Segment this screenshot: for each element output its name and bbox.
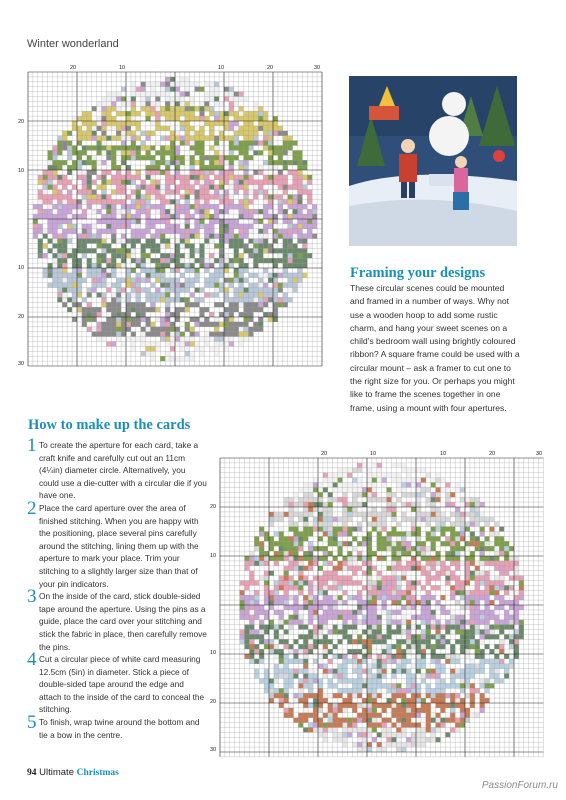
chart-2-svg: [210, 448, 546, 762]
magazine-name: Ultimate: [39, 767, 74, 778]
chart2-left-label: 20: [210, 504, 217, 510]
step-number: 3: [27, 586, 37, 608]
step-text: On the inside of the card, stick double-sided tape around the aperture. Using the pins as a guide, place the card over your stitching and stick the fabric in place, then carefully remove the pins.: [39, 591, 207, 652]
howto-heading: How to make up the cards: [28, 417, 191, 433]
cross-stitch-chart-2: [210, 448, 546, 762]
chart1-top-label: 20: [267, 65, 274, 71]
step-text: Place the card aperture over the area of finished stitching. When you are happy with the positioning, place several pins carefully around the stitching, lining them up with the aperture to mark your place. Trim your stitching to a slightly larger size than that of your pin indicators.: [39, 502, 199, 589]
howto-step: [27, 586, 207, 653]
magazine-brand: Christmas: [76, 768, 119, 778]
step-number: 1: [27, 435, 37, 456]
chart1-left-label: 20: [18, 119, 25, 125]
step-text: To create the aperture for each card, take a craft knife and carefully cut out an 11cm (4¼in) diameter circle. Alternatively, you could use a die-cutter with a circular die if you have one.: [39, 440, 207, 501]
framing-heading: Framing your designs: [350, 265, 486, 281]
chart1-top-label: 20: [70, 65, 77, 71]
page-footer: [27, 767, 119, 778]
step-text: Cut a circular piece of white card measuring 12.5cm (5in) in diameter. Stick a piece of double-sided tape around the edge and attach to the inside of the card to conceal the stitching.: [39, 654, 205, 715]
chart2-top-label: 30: [536, 451, 543, 457]
watermark: PassionForum.ru: [481, 780, 558, 791]
chart2-left-label: 10: [210, 650, 217, 656]
chart2-top-label: 10: [370, 451, 377, 457]
chart1-top-label: 10: [119, 65, 126, 71]
howto-steps: [27, 435, 207, 741]
howto-step: [27, 649, 207, 716]
chart2-top-label: 10: [440, 451, 447, 457]
chart1-top-label: 30: [314, 65, 321, 71]
chart1-top-label: 10: [218, 65, 225, 71]
step-number: 5: [27, 712, 37, 734]
chart1-left-label: 20: [18, 314, 25, 320]
chart2-top-label: 20: [321, 451, 328, 457]
chart2-left-label: 20: [210, 699, 217, 705]
step-number: 2: [27, 497, 37, 519]
framing-body: These circular scenes could be mounted and framed in a number of ways. Why not use a wooden hoop to add some rustic charm, and hang your sweet scenes on a child's bedroom wall using brightly coloured ribbon? A square frame could be used with a circular mount – ask a framer to cut one to the right size for you. Or perhaps you might like to frame the scenes together in one frame, using a mount with four apertures.: [350, 283, 520, 413]
step-number: 4: [27, 649, 37, 671]
chart-1-svg: [18, 62, 336, 372]
howto-step: [27, 497, 207, 590]
chart2-left-label: 30: [210, 747, 217, 753]
chart2-left-label: 10: [210, 553, 217, 559]
howto-step: [27, 712, 207, 741]
section-title: Winter wonderland: [27, 38, 119, 50]
cross-stitch-chart-1: [18, 62, 336, 372]
step-text: To finish, wrap twine around the bottom and tie a bow in the centre.: [39, 717, 200, 740]
chart1-left-label: 10: [18, 168, 25, 174]
chart1-left-label: 10: [18, 265, 25, 271]
chart1-left-label: 30: [18, 361, 25, 367]
howto-step: [27, 435, 207, 502]
page-number: 94: [27, 768, 37, 778]
stitched-photo: [349, 76, 517, 246]
chart2-top-label: 20: [489, 451, 496, 457]
